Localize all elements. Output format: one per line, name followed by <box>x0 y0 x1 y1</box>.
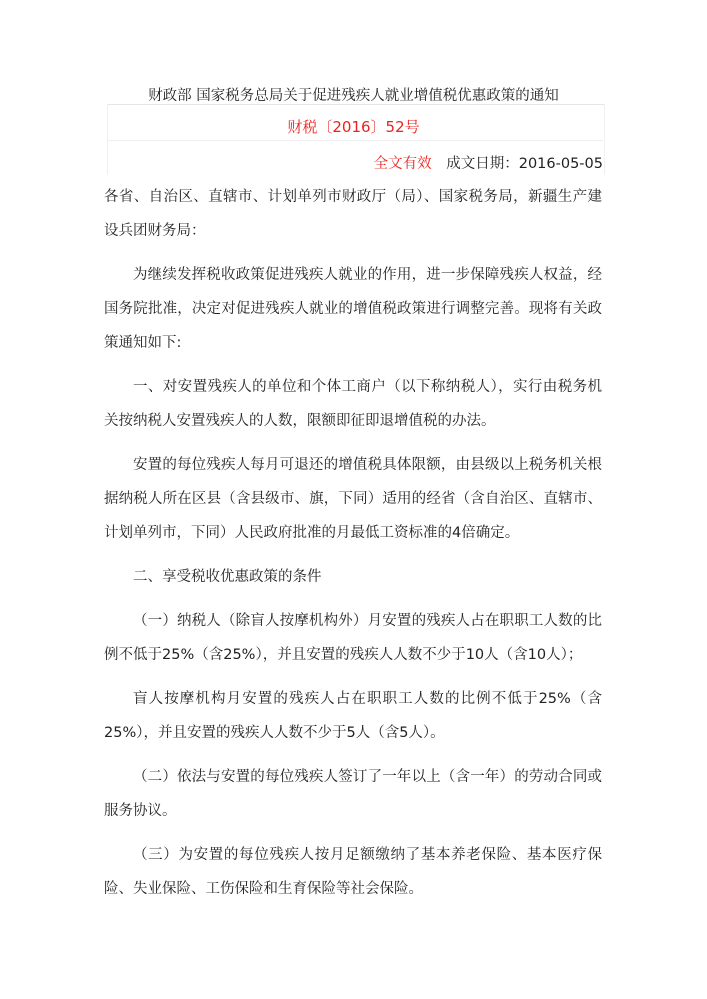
body-paragraph: 安置的每位残疾人每月可退还的增值税具体限额，由县级以上税务机关根据纳税人所在区县（含县级市、旗，下同）适用的经省（含自治区、直辖市、计划单列市，下同）人民政府批准的月最低工资标准的4倍确定。 <box>104 457 602 541</box>
body-paragraph: （一）纳税人（除盲人按摩机构外）月安置的残疾人占在职职工人数的比例不低于25%（含25%），并且安置的残疾人人数不少于10人（含10人）； <box>104 613 602 663</box>
body-paragraph: （二）依法与安置的每位残疾人签订了一年以上（含一年）的劳动合同或服务协议。 <box>104 769 602 819</box>
document-body <box>104 180 602 916</box>
body-paragraph: （三）为安置的每位残疾人按月足额缴纳了基本养老保险、基本医疗保险、失业保险、工伤保险和生育保险等社会保险。 <box>104 847 602 897</box>
body-paragraph: 为继续发挥税收政策促进残疾人就业的作用，进一步保障残疾人权益，经国务院批准，决定对促进残疾人就业的增值税政策进行调整完善。现将有关政策通知如下: <box>104 267 602 351</box>
addressee-paragraph: 各省、自治区、直辖市、计划单列市财政厅（局）、国家税务局，新疆生产建设兵团财务局： <box>104 189 602 239</box>
header-divider <box>107 140 603 141</box>
body-paragraph: 盲人按摩机构月安置的残疾人占在职职工人数的比例不低于25%（含25%），并且安置的残疾人人数不少于5人（含5人）。 <box>104 691 602 741</box>
validity-status: 全文有效 <box>373 156 432 172</box>
issue-date: 成文日期：2016-05-05 <box>446 156 603 172</box>
section-heading: 二、享受税收优惠政策的条件 <box>133 569 322 585</box>
document-title: 财政部 国家税务总局关于促进残疾人就业增值税优惠政策的通知 <box>148 88 559 104</box>
document-meta <box>374 152 603 173</box>
document-number: 财税〔2016〕52号 <box>287 118 420 136</box>
body-paragraph: 一、对安置残疾人的单位和个体工商户（以下称纳税人），实行由税务机关按纳税人安置残疾人的人数，限额即征即退增值税的办法。 <box>104 379 602 429</box>
